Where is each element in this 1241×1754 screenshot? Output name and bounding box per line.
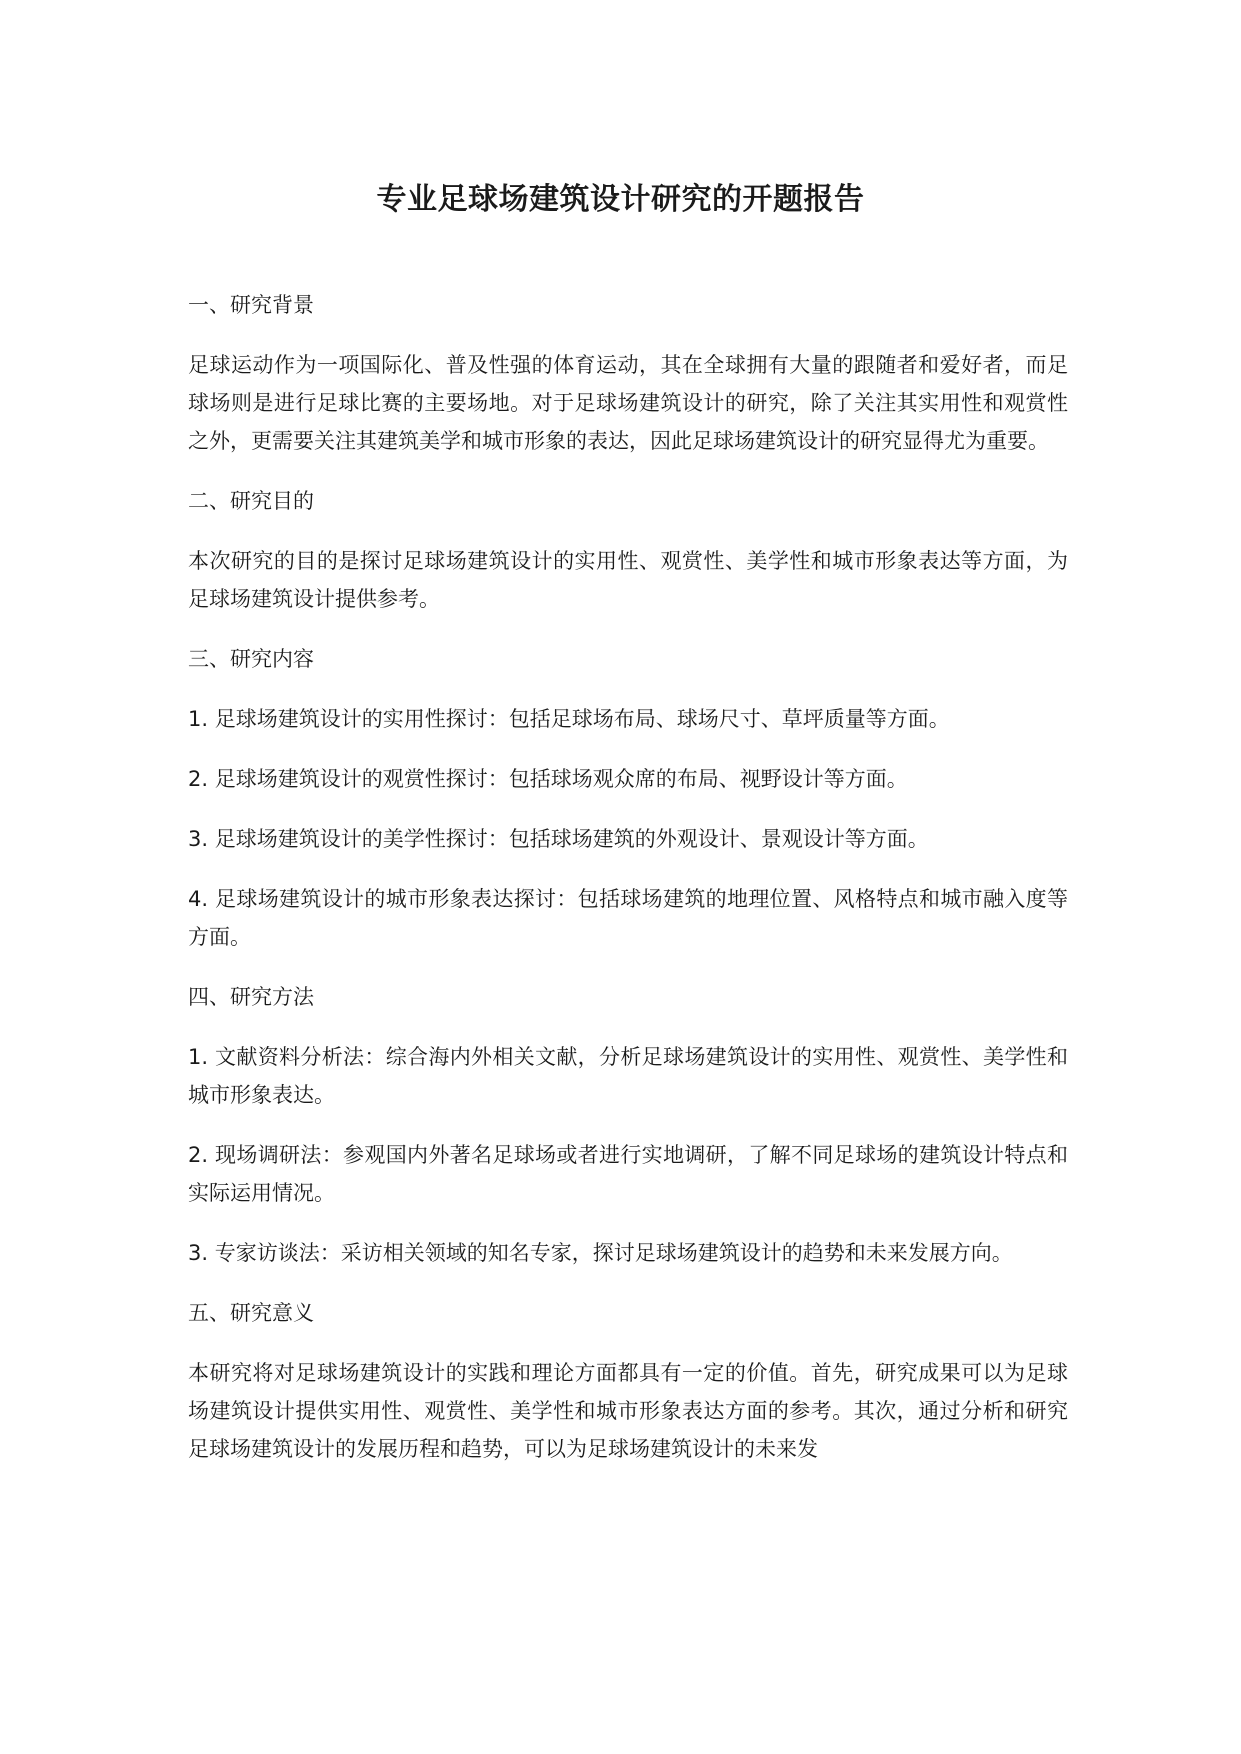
body-paragraph: 足球运动作为一项国际化、普及性强的体育运动，其在全球拥有大量的跟随者和爱好者，而足球场则是进行足球比赛的主要场地。对于足球场建筑设计的研究，除了关注其实用性和观赏性之外，更需要关注其建筑美学和城市形象的表达，因此足球场建筑设计的研究显得尤为重要。: [188, 353, 1068, 453]
section-heading: 二、研究目的: [188, 489, 314, 513]
section-research-purpose: [188, 482, 1068, 618]
body-paragraph: 本次研究的目的是探讨足球场建筑设计的实用性、观赏性、美学性和城市形象表达等方面，为足球场建筑设计提供参考。: [188, 549, 1068, 611]
section-research-significance: [188, 1294, 1068, 1468]
section-research-background: [188, 286, 1068, 460]
list-item: 4. 足球场建筑设计的城市形象表达探讨：包括球场建筑的地理位置、风格特点和城市融入度等方面。: [188, 887, 1068, 949]
section-heading: 五、研究意义: [188, 1301, 314, 1325]
section-heading: 四、研究方法: [188, 985, 314, 1009]
body-paragraph: 本研究将对足球场建筑设计的实践和理论方面都具有一定的价值。首先，研究成果可以为足球场建筑设计提供实用性、观赏性、美学性和城市形象表达方面的参考。其次，通过分析和研究足球场建筑设计的发展历程和趋势，可以为足球场建筑设计的未来发: [188, 1361, 1068, 1461]
list-item: 2. 现场调研法：参观国内外著名足球场或者进行实地调研，了解不同足球场的建筑设计特点和实际运用情况。: [188, 1143, 1068, 1205]
list-item: 2. 足球场建筑设计的观赏性探讨：包括球场观众席的布局、视野设计等方面。: [188, 767, 908, 791]
section-heading: 一、研究背景: [188, 293, 314, 317]
list-item: 3. 足球场建筑设计的美学性探讨：包括球场建筑的外观设计、景观设计等方面。: [188, 827, 929, 851]
section-research-methods: [188, 978, 1068, 1272]
section-research-content: [188, 640, 1068, 956]
list-item: 3. 专家访谈法：采访相关领域的知名专家，探讨足球场建筑设计的趋势和未来发展方向。: [188, 1241, 1013, 1265]
section-heading: 三、研究内容: [188, 647, 314, 671]
list-item: 1. 足球场建筑设计的实用性探讨：包括足球场布局、球场尺寸、草坪质量等方面。: [188, 707, 950, 731]
document-title: 专业足球场建筑设计研究的开题报告: [376, 182, 865, 217]
list-item: 1. 文献资料分析法：综合海内外相关文献，分析足球场建筑设计的实用性、观赏性、美学性和城市形象表达。: [188, 1045, 1068, 1107]
document-body: [188, 286, 1068, 1490]
